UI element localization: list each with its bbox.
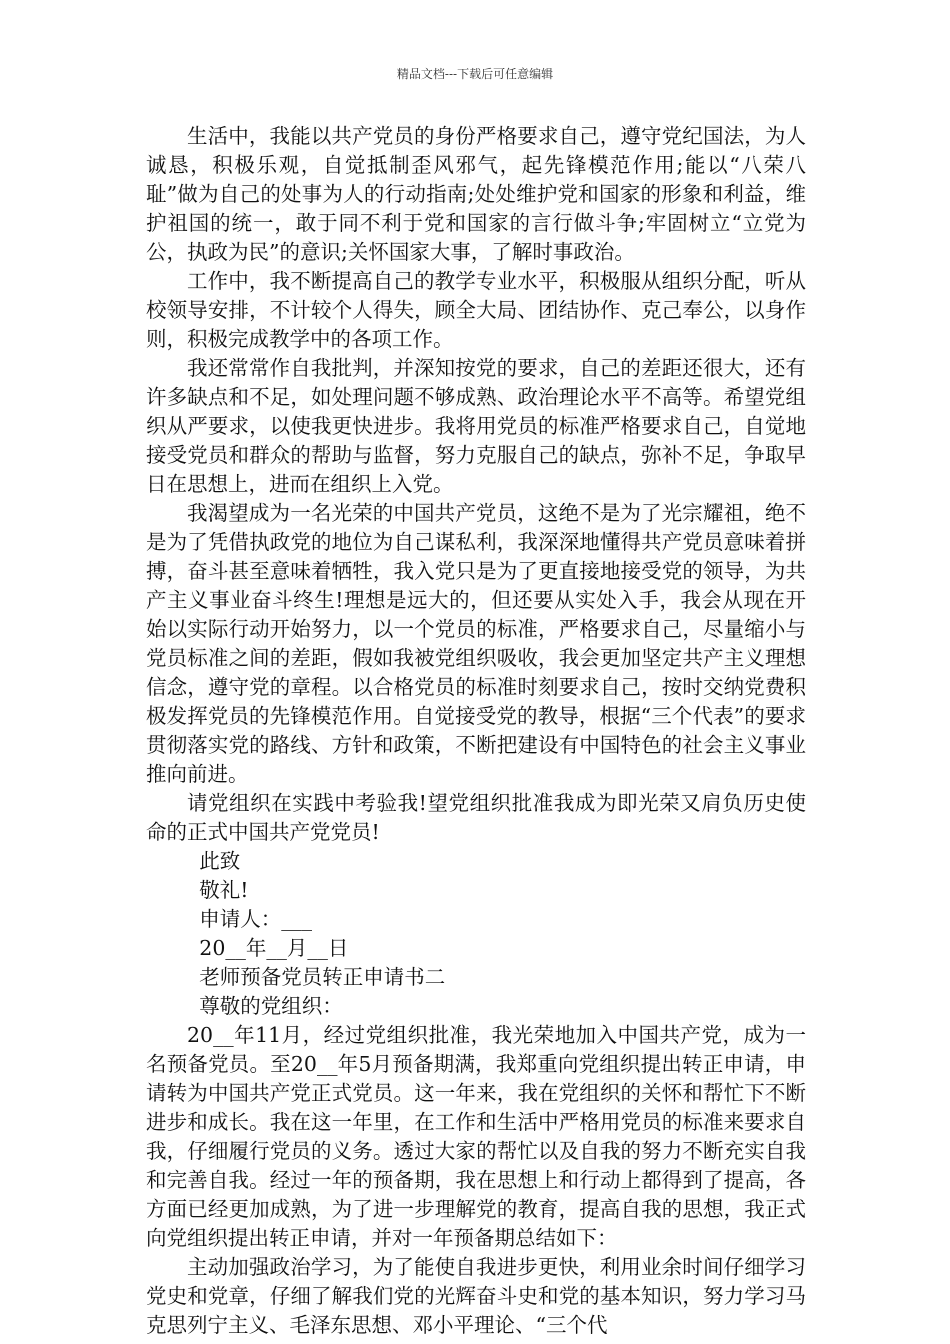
salute-line-2: 敬礼! — [199, 878, 249, 902]
paragraph-life: 生活中，我能以共产党员的身份严格要求自己，遵守党纪国法，为人诚恳，积极乐观，自觉抵制歪风邪气，起先锋模范作用;能以“八荣八耻”做为自己的处事为人的行动指南;处处维护党和国家的形象和利益，维护祖国的统一，敢于同不利于党和国家的言行做斗争;牢固树立“立党为公，执政为民”的意识;关怀国家大事，了解时事政治。 — [146, 124, 806, 264]
section-title: 老师预备党员转正申请书二 — [199, 965, 446, 989]
document-body — [146, 122, 806, 1340]
paragraph-request: 请党组织在实践中考验我!望党组织批准我成为即光荣又肩负历史使命的正式中国共产党党员! — [146, 791, 806, 844]
date-line: 20__年__月__日 — [199, 936, 349, 960]
applicant-line: 申请人：___ — [199, 907, 313, 931]
paragraph-work: 工作中，我不断提高自己的教学专业水平，积极服从组织分配，听从校领导安排，不计较个人得失，顾全大局、团结协作、克己奉公，以身作则，积极完成教学中的各项工作。 — [146, 269, 806, 351]
salute-line-1: 此致 — [199, 849, 241, 873]
paragraph-aspiration: 我渴望成为一名光荣的中国共产党员，这绝不是为了光宗耀祖，绝不是为了凭借执政党的地位为自己谋私利，我深深地懂得共产党员意味着拼搏，奋斗甚至意味着牺牲，我入党只是为了更直接地接受党的领导，为共产主义事业奋斗终生!理想是远大的，但还要从实处入手，我会从现在开始以实际行动开始努力，以一个党员的标准，严格要求自己，尽量缩小与党员标准之间的差距，假如我被党组织吸收，我会更加坚定共产主义理想信念，遵守党的章程。以合格党员的标准时刻要求自己，按时交纳党费积极发挥党员的先锋模范作用。自觉接受党的教导，根据“三个代表”的要求贯彻落实党的路线、方针和政策，不断把建设有中国特色的社会主义事业推向前进。 — [146, 501, 806, 786]
paragraph-self-criticism: 我还常常作自我批判，并深知按党的要求，自己的差距还很大，还有许多缺点和不足，如处理问题不够成熟、政治理论水平不高等。希望党组织从严要求，以使我更快进步。我将用党员的标准严格要求自己，自觉地接受党员和群众的帮助与监督，努力克服自己的缺点，弥补不足，争取早日在思想上，进而在组织上入党。 — [146, 356, 806, 496]
paragraph-study: 主动加强政治学习，为了能使自我进步更快，利用业余时间仔细学习党史和党章，仔细了解我们党的光辉奋斗史和党的基本知识，努力学习马克思列宁主义、毛泽东思想、邓小平理论、“三个代 — [146, 1255, 806, 1337]
page-header: 精品文档---下载后可任意编辑 — [396, 67, 554, 81]
greeting-line: 尊敬的党组织： — [199, 994, 343, 1018]
paragraph-membership: 20__年11月，经过党组织批准，我光荣地加入中国共产党，成为一名预备党员。至20__年5月预备期满，我郑重向党组织提出转正申请，申请转为中国共产党正式党员。这一年来，我在党组织的关怀和帮忙下不断进步和成长。我在这一年里，在工作和生活中严格用党员的标准来要求自我，仔细履行党员的义务。透过大家的帮忙以及自我的努力不断充实自我和完善自我。经过一年的预备期，我在思想上和行动上都得到了提高，各方面已经更加成熟，为了进一步理解党的教育，提高自我的思想，我正式向党组织提出转正申请，并对一年预备期总结如下： — [146, 1023, 806, 1250]
